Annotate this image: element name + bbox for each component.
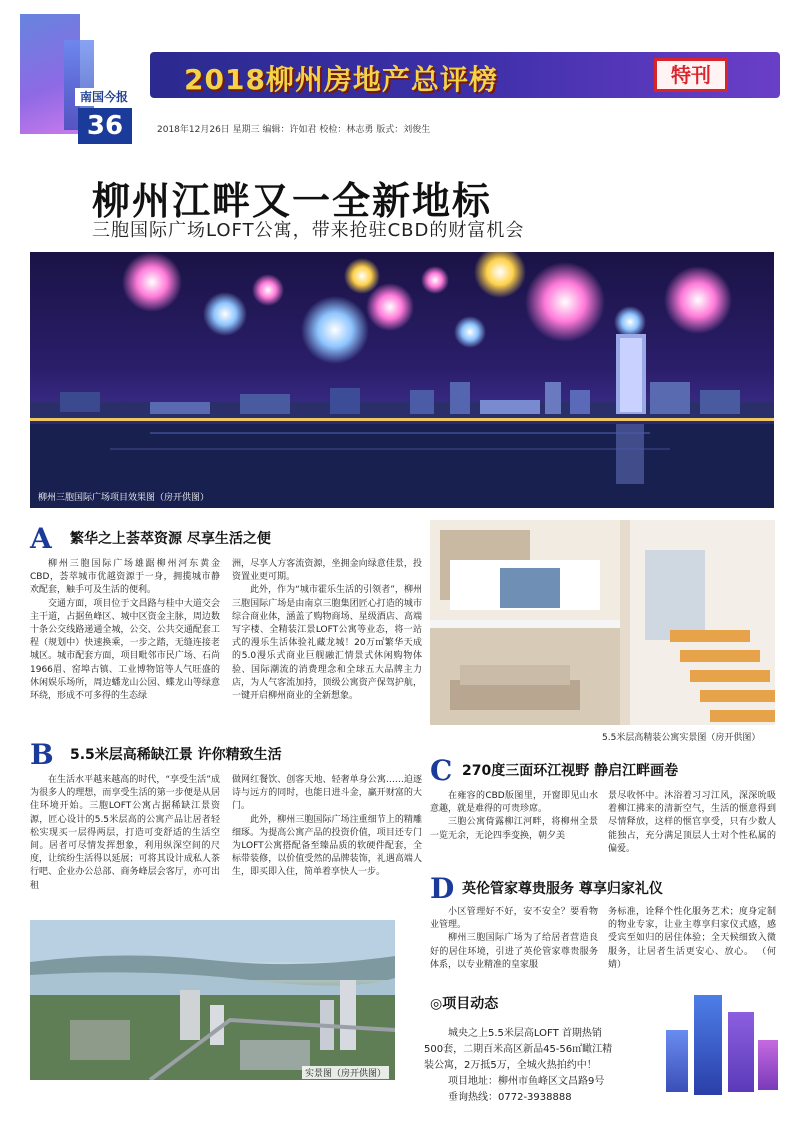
special-edition-stamp: 特刊 xyxy=(654,58,728,92)
building-decoration xyxy=(694,995,722,1095)
edition-meta: 2018年12月26日 星期三 编辑：许如君 校检：林志勇 版式：刘俊生 xyxy=(157,125,431,135)
paragraph: 柳州三胞国际广场雄踞柳州河东黄金CBD，荟萃城市优越资源于一身，拥揽城市静欢配套，触手可及生活的便利。 xyxy=(30,559,220,596)
section-d-col2 xyxy=(608,906,776,972)
aerial-photo-caption: 实景图（房开供图） xyxy=(302,1066,389,1079)
subheadline: 三胞国际广场LOFT公寓，带来抢驻CBD的财富机会 xyxy=(92,220,525,241)
paragraph: 三胞公寓倚露柳江河畔，将柳州全景一览无余，无论四季变换，朝夕美 xyxy=(430,817,598,841)
paragraph: 小区管理好不好，安不安全？要看物业管理。 xyxy=(430,907,598,931)
building-decoration xyxy=(666,1030,688,1092)
paragraph: 柳州三胞国际广场为了给居者营造良好的居住环境，引进了英伦管家尊贵服务体系，以专业精准的皇家服 xyxy=(430,933,598,970)
paragraph: 此外，作为“城市霍乐生活的引领者”，柳州三胞国际广场是由南京三胞集团匠心打造的城市综合商业体，涵盖了购物商场、星级酒店、高端写字楼、全精装江景LOFT公寓等业态，将一站式的漫乐生活体验礼藏龙城！20万㎡繁华天成的5.0漫乐式商业巨舰融汇情景式休闲购物体验、国际潮流的消费理念和全球五大品牌主力店，为人气客流加持，顶级公寓资产保驾护航，一键开启柳州商业的全新想象。 xyxy=(232,585,422,702)
paragraph: 在雍容的CBD版图里，开窗即见山水意趣，就是难得的可贵珍席。 xyxy=(430,791,598,815)
paragraph: 洲，尽享人方客流资源，坐拥金向绿意佳景，投资置业更可期。 xyxy=(232,559,422,583)
paragraph: 做网红餐饮、创客天地、轻奢单身公寓……迫逐诗与远方的同时，也能日进斗金，赢开财富的大门。 xyxy=(232,775,422,812)
section-c-col2 xyxy=(608,790,776,856)
project-news-title: ◎项目动态 xyxy=(430,996,499,1012)
section-c-letter: C xyxy=(430,754,453,787)
interior-photo xyxy=(430,520,775,725)
news-line: 500套，二期百米高区新品45-56㎡瞰江精 xyxy=(424,1044,613,1055)
paragraph: 景尽收怀中。沐浴着习习江风，深深吮吸着柳江拂来的清新空气，生活的惬意得到尽情释放，这样的惬官享受，只有少数人能独占，充分满足顶层人士对个性私属的偏爱。 xyxy=(608,791,776,854)
section-c-col1 xyxy=(430,790,598,843)
building-decoration xyxy=(728,1012,754,1092)
interior-photo-caption: 5.5米层高精装公寓实景图（房开供图） xyxy=(602,733,761,743)
paragraph: 在生活水平越来越高的时代，“享受生活”成为很多人的理想，而享受生活的第一步便是从居住环境开始。三胞LOFT公寓占据稀缺江景资源，匠心设计的5.5米层高的公寓产品让居者轻松实现买一层得两层，打造可变舒适的生活空间。居者可尽情发挥想象，利用纵深空间的尺度，让缤纷生活得以延展；可将其设计成私人茶行吧、企业办公总部、商务峰层会客厅，亦可出租 xyxy=(30,775,220,891)
hero-rendering-image xyxy=(30,252,774,508)
news-line: 项目地址：柳州市鱼峰区文昌路9号 xyxy=(448,1076,605,1087)
news-line: 城央之上5.5米层高LOFT 首期热销 xyxy=(448,1028,602,1039)
section-a-title: 繁华之上荟萃资源 尽享生活之便 xyxy=(70,531,271,547)
section-a-col2 xyxy=(232,558,422,703)
section-d-title: 英伦管家尊贵服务 尊享归家礼仪 xyxy=(462,881,663,897)
paragraph: 此外，柳州三胞国际广场注重细节上的精雕细琢。为提高公寓产品的投资价值，项目还专门为LOFT公寓搭配备至臻品质的软硬件配套，全标带装修，以价值受然的品牌装饰，礼遇高端人生，即买即入住，简单着享快人一步。 xyxy=(232,814,422,878)
aerial-photo xyxy=(30,920,395,1080)
section-a-col1 xyxy=(30,558,220,703)
section-c-title: 270度三面环江视野 静启江畔画卷 xyxy=(462,763,679,779)
section-b-col1 xyxy=(30,774,220,893)
section-d-letter: D xyxy=(430,872,455,905)
news-line: 垂询热线：0772-3938888 xyxy=(448,1092,572,1103)
page-number: 36 xyxy=(78,108,132,144)
section-b-letter: B xyxy=(30,738,54,771)
section-b-col2 xyxy=(232,774,422,880)
paragraph: 务标准，诠释个性化服务艺术；度身定制的物业专家，让业主尊享归家仪式感，感受宾至如归的居住体验；全天候细致入微服务，让居者生活更安心、放心。 （何婧） xyxy=(608,907,776,970)
section-b-title: 5.5米层高稀缺江景 许你精致生活 xyxy=(70,747,282,763)
building-decoration xyxy=(758,1040,778,1090)
hero-caption: 柳州三胞国际广场项目效果图（房开供图） xyxy=(38,493,210,503)
news-line: 装公寓，2万抵5万，全城火热拍约中！ xyxy=(424,1060,597,1071)
headline: 柳州江畔又一全新地标 xyxy=(92,179,493,223)
newspaper-logo: 南国今报 xyxy=(75,88,133,106)
paragraph: 交通方面，项目位于文昌路与桂中大道交会主干道，占据鱼峰区、城中区资金主脉，周边数十条公交线路递通全城，公交、公共交通配套工程（规划中）快速换乘，一步之踏，无缝连接老城区。城市配套方面，项目毗邻市民广场、石尚1966眉、窑埠古镇、工业博物馆等人气旺盛的休闲娱乐场所，周边蟠龙山公园、蝶龙山等绿意环绕，形成不可多得的生态绿 xyxy=(30,598,220,702)
banner-title: 2018柳州房地产总评榜 xyxy=(184,63,498,96)
section-a-letter: A xyxy=(30,522,52,555)
section-d-col1 xyxy=(430,906,598,972)
